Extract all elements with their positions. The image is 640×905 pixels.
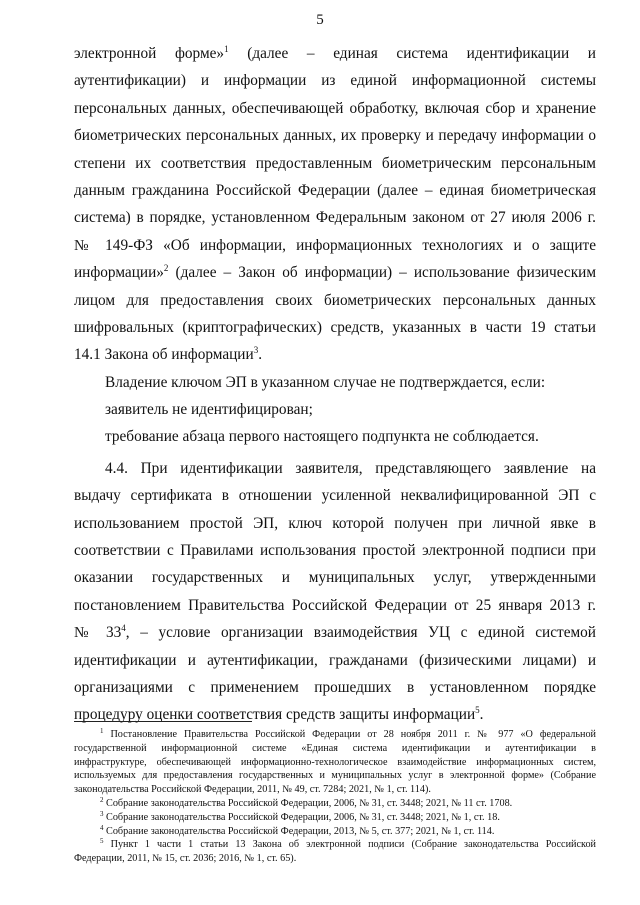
footnote-ref-5: 5 [475, 705, 480, 716]
text-line: электронной форме»$^1$ (далее – единая система идентификации и [74, 44, 596, 62]
paragraph-2: Владение ключом ЭП в указанном случае не подтверждается, если: [105, 373, 546, 391]
page-number: 5 [316, 12, 324, 28]
footnote-line: Федерации, 2011, № 15, ст. 2036; 2016, № 1, ст. 65). [74, 853, 297, 865]
text-line: шифровальных (криптографических) средств, указанных в части 19 статьи [74, 318, 596, 336]
paragraph-3: заявитель не идентифицирован; [105, 401, 313, 419]
footnote-marker: 3 [100, 809, 104, 818]
footnotes [74, 728, 596, 866]
footnote-2: $^2$ Собрание законодательства Российской Федерации, 2006, № 31, ст. 3448; 2021, № 11 ст. 1708. [100, 795, 513, 809]
footnote-line: государственной информационной системе «Единая система идентификации и аутентификации в [74, 742, 596, 754]
text-line: персональных данных, обеспечивающей обработку, включая сбор и хранение [74, 99, 596, 117]
text-line: выдачу сертификата в отношении усиленной неквалифицированной ЭП с [74, 487, 596, 505]
text-line: оказании государственных и муниципальных услуг, утвержденными [74, 569, 596, 587]
text-line: биометрических персональных данных, их проверку и передачу информации о [74, 127, 596, 145]
text-line: система) в порядке, установленном Федеральным законом от 27 июля 2006 г. [74, 209, 596, 227]
text-line: 14.1 Закона об информации$^3$. [74, 345, 263, 364]
text-line: процедуру оценки соответствия средств защиты информации$^5$. [74, 705, 484, 724]
footnote-line: $^5$ Пункт 1 части 1 статьи 13 Закона об электронной подписи (Собрание законодательства Российской [100, 837, 596, 851]
footnote-line: используемых для предоставления государственных и муниципальных услуг в электронной форме» (Собрание [74, 770, 596, 782]
text-line: информации»$^2$ (далее – Закон об информации) – использование физическим [74, 263, 596, 282]
paragraph-4: требование абзаца первого настоящего подпункта не соблюдается. [105, 428, 539, 446]
footnote-ref-4: 4 [121, 623, 126, 634]
footnote-divider [74, 721, 252, 722]
footnote-ref-2: 2 [163, 263, 169, 274]
text-line: соответствии с Правилами использования простой электронной подписи при [74, 542, 596, 560]
text-line: аутентификации) и информации из единой информационной системы [74, 72, 596, 90]
text-line: лицом для предоставления своих биометрических персональных данных [74, 291, 596, 309]
footnote-marker: 5 [100, 837, 104, 846]
text-line: № 149-ФЗ «Об информации, информационных технологиях и о защите [74, 236, 596, 254]
text-line: идентификации и аутентификации, гражданами (физическими лицами) и [74, 651, 596, 669]
footnote-ref-1: 1 [224, 44, 229, 54]
footnote-ref-3: 3 [253, 345, 259, 356]
footnote-marker: 2 [100, 795, 104, 804]
footnote-marker: 1 [100, 727, 104, 735]
paragraph-1 [74, 40, 596, 369]
footnote-5 [74, 838, 596, 866]
footnote-3: $^3$ Собрание законодательства Российской Федерации, 2006, № 31, ст. 3448; 2021, № 1, ст. 18. [100, 809, 500, 823]
footnote-line: $^1$ Постановление Правительства Российской Федерации от 28 ноября 2011 г. № 977 «О федеральной [100, 727, 596, 740]
text-line: 4.4. При идентификации заявителя, представляющего заявление на [105, 459, 596, 477]
text-line: степени их соответствия предоставленным биометрическим персональным [74, 154, 596, 172]
paragraph-5 [74, 455, 596, 729]
text-line: № $33^4$, – условие организации взаимодействия УЦ с единой системой [74, 623, 596, 642]
text-line: постановлением Правительства Российской Федерации от 25 января 2013 г. [74, 596, 596, 614]
text-line: данным гражданина Российской Федерации (далее – единая биометрическая [74, 181, 596, 199]
footnote-1 [74, 728, 596, 797]
text-line: использованием простой ЭП, ключ которой получен при личной явке в [74, 514, 596, 532]
footnote-line: инфраструктуре, обеспечивающей информационно-технологическое взаимодействие информационных систем, [74, 756, 596, 768]
footnote-marker: 4 [100, 823, 104, 832]
footnote-line: законодательства Российской Федерации, 2011, № 49, ст. 7284; 2021, № 1, ст. 114). [74, 784, 431, 796]
footnote-4: $^4$ Собрание законодательства Российской Федерации, 2013, № 5, ст. 377; 2021, № 1, ст. 114. [100, 823, 495, 837]
body-text [74, 40, 596, 729]
text-line: организациями с применением прошедших в установленном порядке [74, 678, 596, 696]
